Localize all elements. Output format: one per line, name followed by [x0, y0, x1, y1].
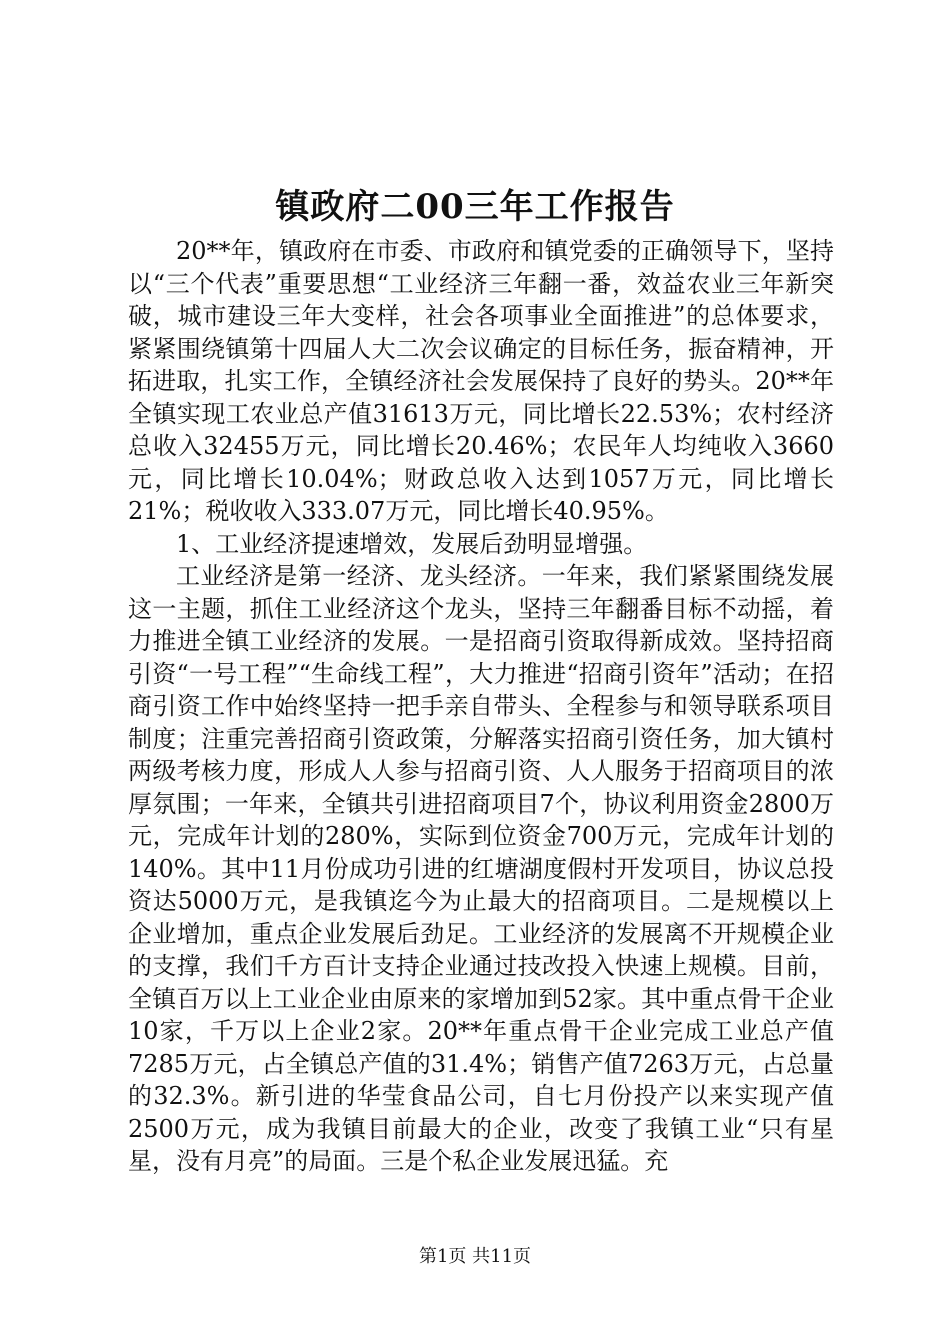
- paragraph-summary: 20**年，镇政府在市委、市政府和镇党委的正确领导下，坚持以“三个代表”重要思想“工业经济三年翻一番，效益农业三年新突破，城市建设三年大变样，社会各项事业全面推进”的总体要求，紧紧围绕镇第十四届人大二次会议确定的目标任务，振奋精神，开拓进取，扎实工作，全镇经济社会发展保持了良好的势头。20**年全镇实现工农业总产值31613万元，同比增长22.53%；农村经济总收入32455万元，同比增长20.46%；农民年人均纯收入3660元，同比增长10.04%；财政总收入达到1057万元，同比增长21%；税收收入333.07万元，同比增长40.95%。: [128, 237, 834, 525]
- document-title: 镇政府二00三年工作报告: [275, 187, 675, 227]
- page-footer: 第1页 共11页: [418, 1246, 532, 1267]
- section-heading-industry: 1、工业经济提速增效，发展后劲明显增强。: [176, 529, 648, 558]
- document-body: [128, 235, 834, 1178]
- paragraph-industry: 工业经济是第一经济、龙头经济。一年来，我们紧紧围绕发展这一主题，抓住工业经济这个龙头，坚持三年翻番目标不动摇，着力推进全镇工业经济的发展。一是招商引资取得新成效。坚持招商引资“一号工程”“生命线工程”，大力推进“招商引资年”活动；在招商引资工作中始终坚持一把手亲自带头、全程参与和领导联系项目制度；注重完善招商引资政策，分解落实招商引资任务，加大镇村两级考核力度，形成人人参与招商引资、人人服务于招商项目的浓厚氛围；一年来，全镇共引进招商项目7个，协议利用资金2800万元，完成年计划的280%，实际到位资金700万元，完成年计划的140%。其中11月份成功引进的红塘湖度假村开发项目，协议总投资达5000万元，是我镇迄今为止最大的招商项目。二是规模以上企业增加，重点企业发展后劲足。工业经济的发展离不开规模企业的支撑，我们千方百计支持企业通过技改投入快速上规模。目前，全镇百万以上工业企业由原来的家增加到52家。其中重点骨干企业10家，千万以上企业2家。20**年重点骨干企业完成工业总产值7285万元，占全镇总产值的31.4%；销售产值7263万元，占总量的32.3%。新引进的华莹食品公司，自七月份投产以来实现产值2500万元，成为我镇目前最大的企业，改变了我镇工业“只有星星，没有月亮”的局面。三是个私企业发展迅猛。充: [128, 562, 834, 1175]
